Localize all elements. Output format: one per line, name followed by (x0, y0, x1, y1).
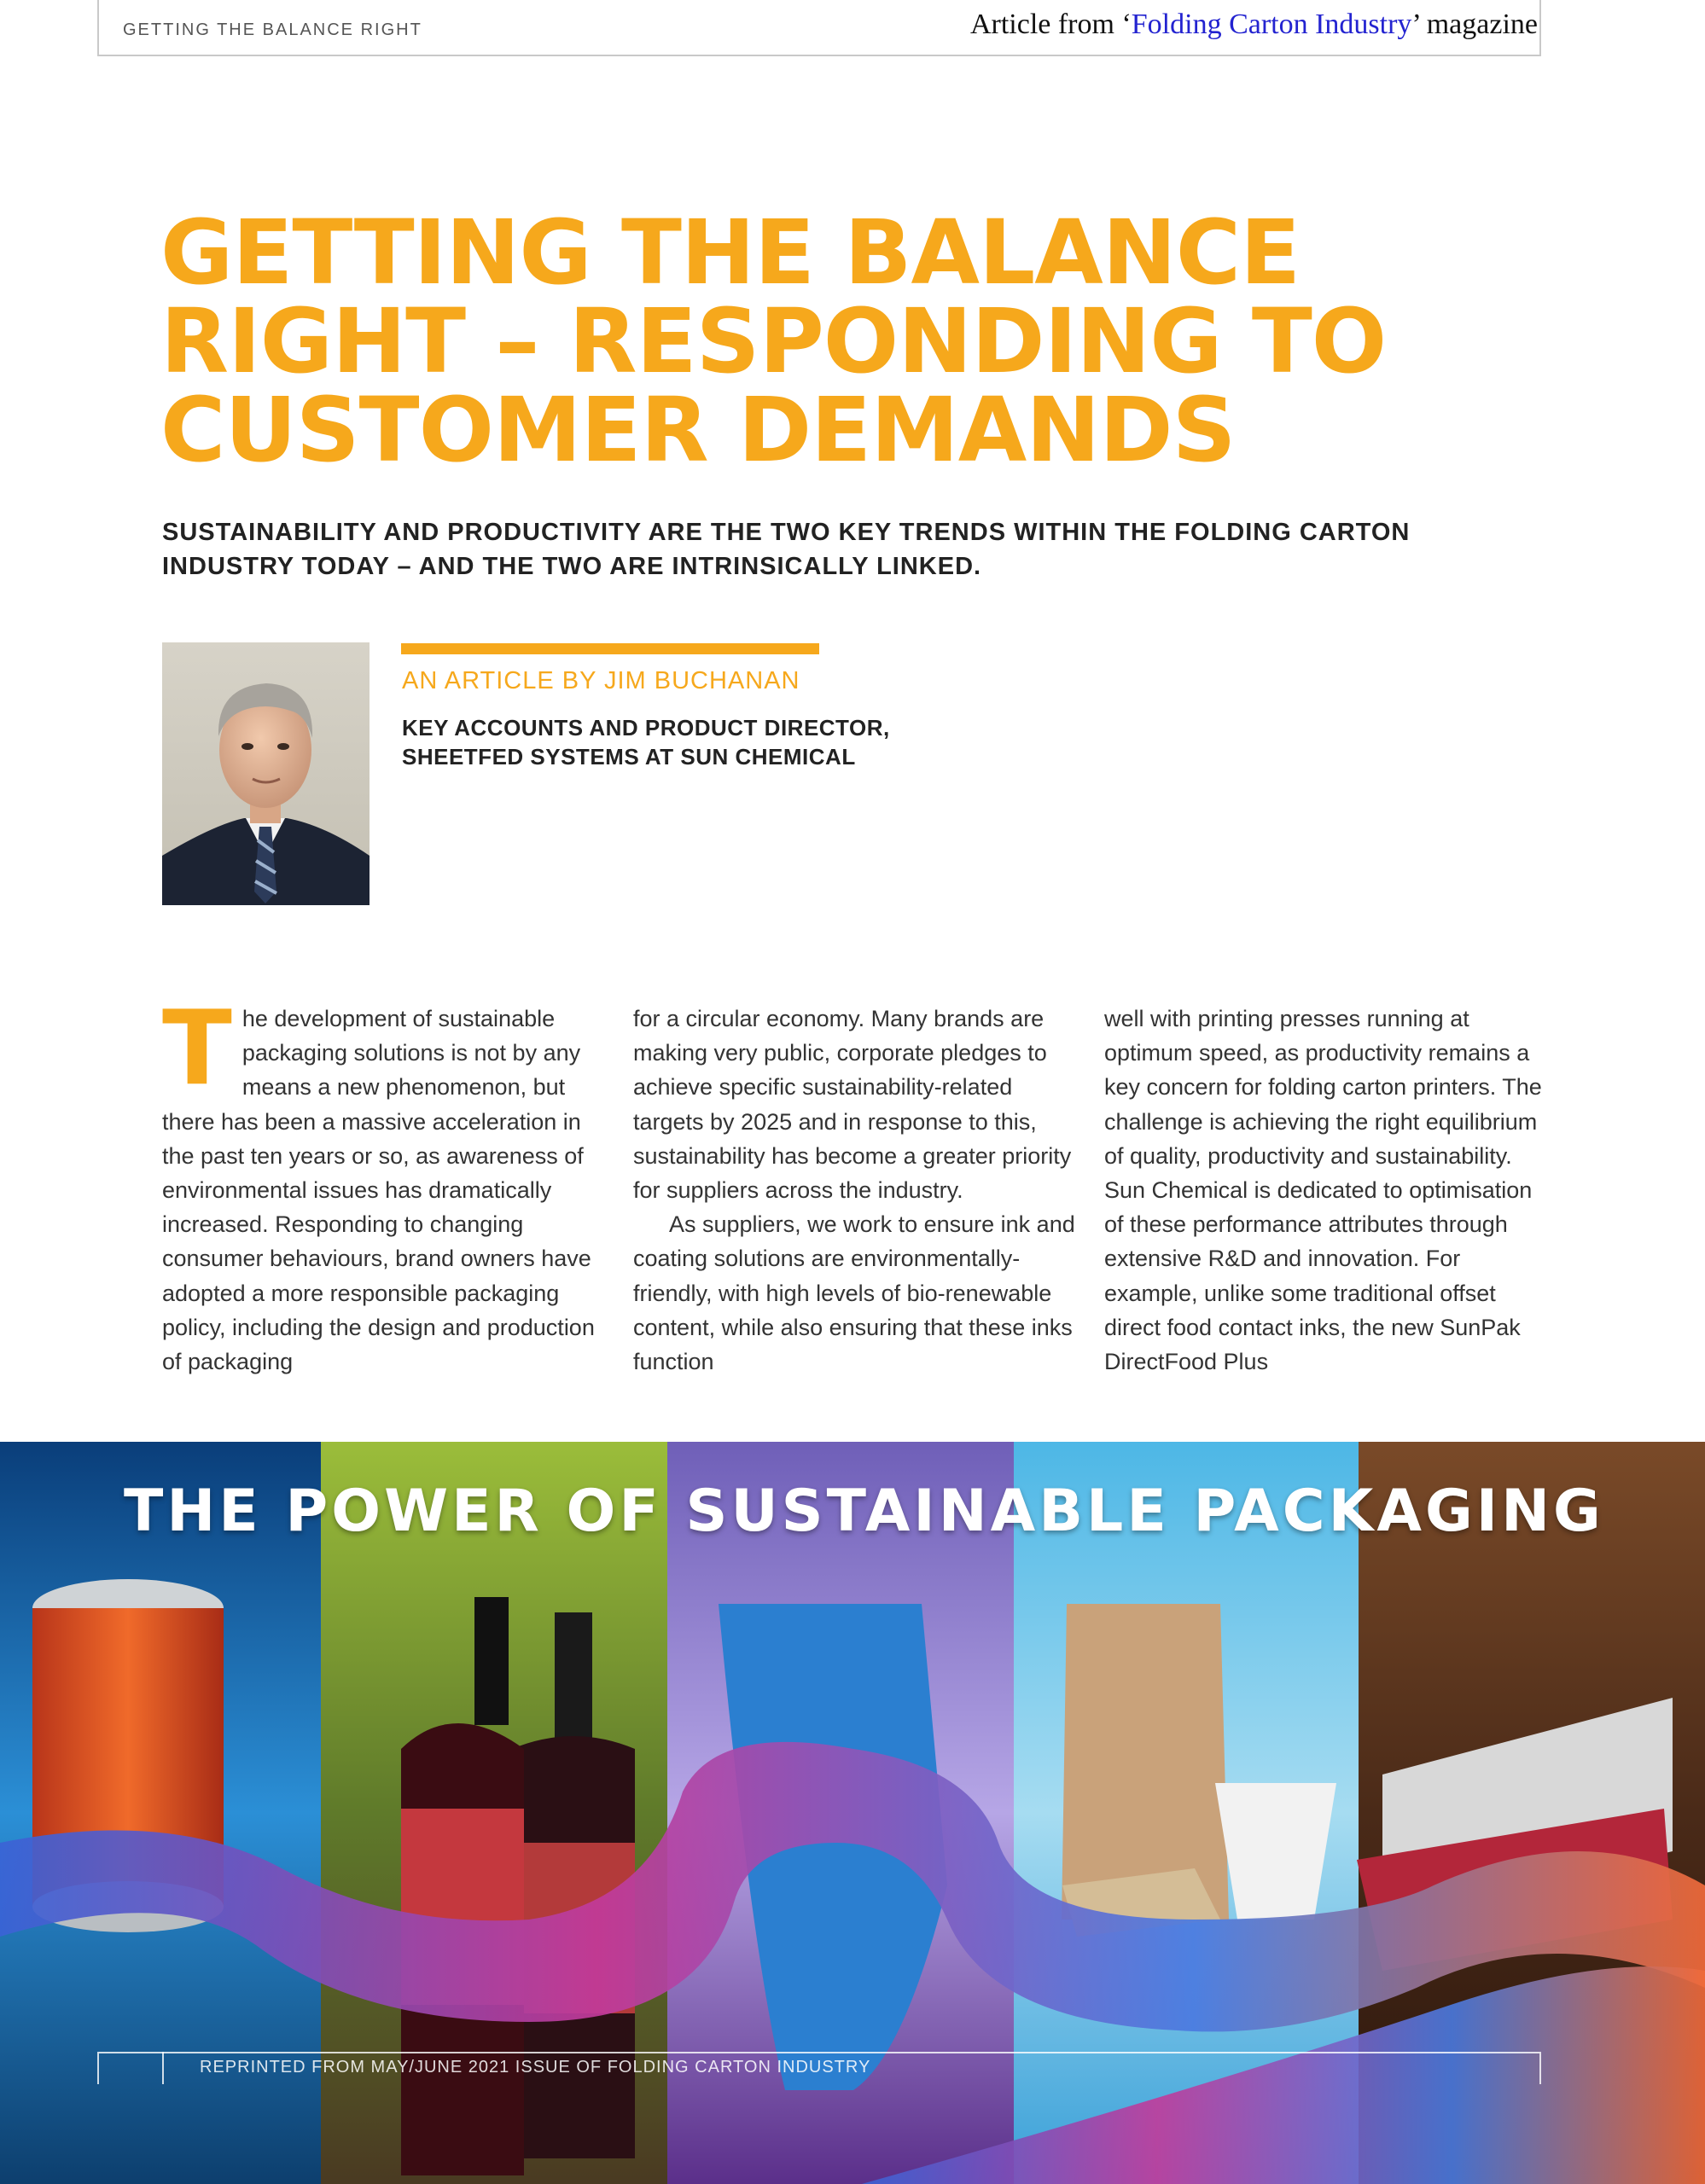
body-column-1 (162, 990, 606, 1379)
byline: AN ARTICLE BY JIM BUCHANAN (402, 667, 800, 694)
body-paragraph: he development of sustainable packaging solutions is not by any means a new phenomenon, but there has been a massive acceleration in the past ten years or so, as awareness of environmental issues has dramatically increased. Responding to changing consumer behaviours, brand owners have adopted a more responsible packaging policy, including the design and production of packaging (162, 1006, 595, 1375)
running-head: GETTING THE BALANCE RIGHT (123, 20, 422, 39)
author-portrait (162, 642, 370, 905)
standfirst-line: SUSTAINABILITY AND PRODUCTIVITY ARE THE TWO KEY TRENDS WITHIN THE FOLDING CARTON (162, 519, 1411, 546)
author-role (402, 713, 999, 771)
title-line: GETTING THE BALANCE (160, 200, 1301, 305)
source-suffix: ’ magazine (1411, 9, 1538, 40)
magazine-link[interactable]: Folding Carton Industry (1131, 9, 1412, 40)
author-role-line: KEY ACCOUNTS AND PRODUCT DIRECTOR, (402, 715, 890, 741)
body-column-3 (1104, 1002, 1548, 1379)
author-role-line: SHEETFED SYSTEMS AT SUN CHEMICAL (402, 744, 856, 770)
footer-divider (162, 2052, 164, 2084)
body-paragraph: As suppliers, we work to ensure ink and coating solutions are environmentally-friendly, with high levels of bio-renewable content, while also ensuring that these inks function (633, 1211, 1075, 1375)
title-line: RIGHT – RESPONDING TO (160, 289, 1387, 393)
standfirst (162, 515, 1493, 584)
body-paragraph: for a circular economy. Many brands are making very public, corporate pledges to achieve specific sustainability-related targets by 2025 and in response to this, sustainability has become a greater priority for suppliers across the industry. (633, 1006, 1072, 1204)
byline-rule (401, 643, 819, 654)
article-title (160, 200, 1594, 482)
body-column-2 (633, 1002, 1077, 1379)
source-prefix: Article from ‘ (969, 9, 1132, 40)
standfirst-line: INDUSTRY TODAY – AND THE TWO ARE INTRINSICALLY LINKED. (162, 553, 982, 580)
drop-cap: T (162, 990, 232, 1108)
reprint-credit: REPRINTED FROM MAY/JUNE 2021 ISSUE OF FOLDING CARTON INDUSTRY (200, 2058, 871, 2077)
body-paragraph: well with printing presses running at optimum speed, as productivity remains a key concern for folding carton printers. The challenge is achieving the right equilibrium of quality, productivity and sustainability. Sun Chemical is dedicated to optimisation of these performance attributes through extensive R&D and innovation. For example, unlike some traditional offset direct food contact inks, the new SunPak DirectFood Plus (1104, 1006, 1542, 1375)
banner-title: THE POWER OF SUSTAINABLE PACKAGING (124, 1478, 1604, 1545)
source-note (970, 9, 1538, 41)
title-line: CUSTOMER DEMANDS (160, 378, 1236, 482)
